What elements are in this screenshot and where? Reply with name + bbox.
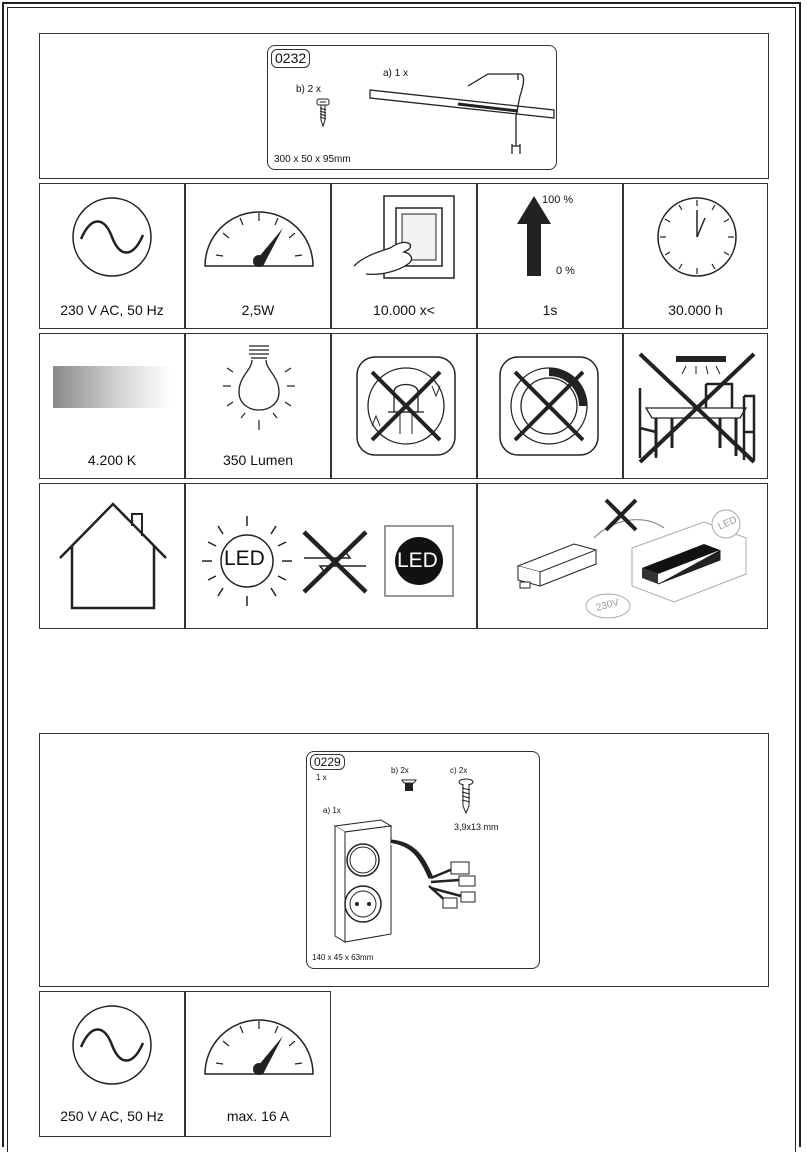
product2-part-b: b) 2x bbox=[391, 766, 409, 775]
spec-current bbox=[185, 991, 331, 1137]
screw-icon bbox=[316, 98, 330, 128]
arrow-top-label: 100 % bbox=[542, 194, 574, 206]
spec-voltage bbox=[39, 183, 185, 329]
arrow-bottom-label: 0 % bbox=[556, 265, 575, 277]
no-dining-room-icon bbox=[636, 348, 758, 466]
driver-cell bbox=[477, 483, 768, 629]
spec-label: 4.200 K bbox=[87, 452, 137, 468]
product2-code: 0229 bbox=[310, 754, 345, 770]
product2-part-c: c) 2x bbox=[450, 766, 468, 775]
product1-code: 0232 bbox=[271, 49, 310, 68]
socket-housing-icon bbox=[331, 818, 501, 943]
sine-wave-icon bbox=[71, 1004, 153, 1086]
product2-dimensions: 140 x 45 x 63mm bbox=[312, 953, 374, 962]
led-integrated-box bbox=[384, 525, 454, 597]
color-temperature-icon bbox=[53, 366, 171, 408]
spec-not-dimmable bbox=[331, 333, 477, 479]
picture-light-icon bbox=[368, 66, 558, 161]
driver-led-label: LED bbox=[716, 514, 739, 533]
not-dimmable-icon bbox=[356, 356, 456, 456]
sine-wave-icon bbox=[71, 196, 153, 278]
led-left-label: LED bbox=[224, 547, 265, 570]
spec-label: 230 V AC, 50 Hz bbox=[60, 302, 164, 318]
spec-power bbox=[185, 183, 331, 329]
startup-arrow-icon bbox=[516, 194, 552, 278]
driver-replace-icon bbox=[514, 498, 754, 620]
spec-label: 350 Lumen bbox=[222, 452, 294, 468]
spec-startup bbox=[477, 183, 623, 329]
spec-no-dining-room bbox=[623, 333, 768, 479]
product2-qty: 1 x bbox=[316, 773, 327, 782]
product2-panel bbox=[39, 733, 769, 987]
spec-label: max. 16 A bbox=[226, 1108, 290, 1124]
driver-volt-label: 230V bbox=[594, 597, 621, 614]
spec-label: 10.000 x< bbox=[373, 302, 435, 318]
power-gauge-icon bbox=[203, 206, 315, 268]
spec-label: 1s bbox=[542, 302, 558, 318]
no-dimmer-icon bbox=[499, 356, 599, 456]
screw-icon bbox=[458, 778, 474, 814]
led-info-cell bbox=[185, 483, 477, 629]
spec-no-dimmer bbox=[477, 333, 623, 479]
spec-label: 250 V AC, 50 Hz bbox=[60, 1108, 164, 1124]
spec-label: 30.000 h bbox=[668, 302, 723, 318]
spec-voltage-2 bbox=[39, 991, 185, 1137]
product1-part-a: a) 1 x bbox=[383, 68, 409, 79]
no-replace-bulb-icon bbox=[300, 528, 370, 596]
indoor-use-cell bbox=[39, 483, 185, 629]
product2-card bbox=[306, 751, 540, 969]
product2-part-a: a) 1x bbox=[323, 806, 341, 815]
spec-lifetime bbox=[623, 183, 768, 329]
switch-press-icon bbox=[352, 194, 462, 284]
clock-icon bbox=[656, 196, 738, 278]
bulb-lumen-icon bbox=[219, 344, 299, 434]
spec-color-temperature bbox=[39, 333, 185, 479]
led-right-label: LED bbox=[397, 549, 438, 572]
product2-screw-size: 3,9x13 mm bbox=[454, 822, 499, 832]
cap-icon bbox=[401, 777, 417, 793]
spec-switch-cycles bbox=[331, 183, 477, 329]
current-gauge-icon bbox=[203, 1014, 315, 1076]
product1-panel bbox=[39, 33, 769, 179]
product1-part-b: b) 2 x bbox=[296, 84, 322, 95]
spec-label: 2,5W bbox=[241, 302, 275, 318]
spec-lumen bbox=[185, 333, 331, 479]
product1-card bbox=[267, 45, 557, 170]
house-icon bbox=[58, 502, 168, 612]
product1-dimensions: 300 x 50 x 95mm bbox=[274, 154, 351, 165]
